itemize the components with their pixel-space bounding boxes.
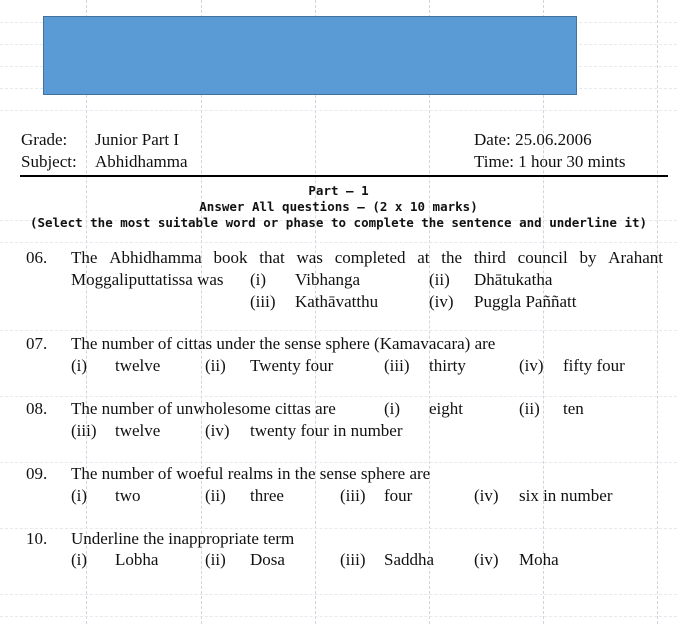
question-number: 08. [26,399,48,418]
option-number: (iii) [384,356,410,375]
option-text[interactable]: Vibhanga [295,270,361,289]
option-text[interactable]: four [384,486,413,505]
option-number: (ii) [429,270,450,289]
part-instruction: Answer All questions – (2 x 10 marks) [199,199,478,214]
option-number: (iii) [71,421,97,440]
question-word: by [579,248,597,267]
question-text: The number of unwholesome cittas are [71,399,336,418]
question-word: The [71,248,98,267]
part-title: Part – 1 [308,183,369,198]
question-word: book [213,248,248,267]
option-text[interactable]: Saddha [384,550,435,569]
part-note: (Select the most suitable word or phase to complete the sentence and underline it) [29,215,648,230]
option-number: (iv) [205,421,230,440]
option-text[interactable]: Lobha [115,550,159,569]
gridline [0,396,677,397]
option-text[interactable]: eight [429,399,463,418]
question-number: 06. [26,248,48,267]
option-text[interactable]: Dhātukatha [474,270,553,289]
question-word: was [296,248,323,267]
option-number: (ii) [205,356,226,375]
question-word: at [417,248,430,267]
header-banner [43,16,577,95]
option-text[interactable]: twelve [115,421,161,440]
gridline [0,242,677,243]
question-text [71,248,663,268]
option-number: (i) [71,550,88,569]
question-word: third [473,248,506,267]
question-word: that [259,248,285,267]
question-word: Arahant [608,248,663,267]
subject-label: Subject: [21,152,77,171]
gridline [0,110,677,111]
subject-value: Abhidhamma [95,152,188,171]
question-word: completed [334,248,406,267]
option-text[interactable]: twelve [115,356,161,375]
grade-value: Junior Part I [95,130,180,149]
option-text[interactable]: six in number [519,486,613,505]
question-number: 10. [26,529,48,548]
option-text[interactable]: Kathāvatthu [295,292,379,311]
exam-time: Time: 1 hour 30 mints [474,152,626,171]
question-text: The number of woeful realms in the sense sphere are [71,464,431,483]
header-divider [20,175,668,177]
option-text[interactable]: fifty four [563,356,625,375]
question-number: 07. [26,334,48,353]
option-number: (iv) [429,292,454,311]
option-text[interactable]: Twenty four [250,356,334,375]
option-number: (i) [71,356,88,375]
option-text[interactable]: thirty [429,356,466,375]
gridline [0,462,677,463]
option-number: (i) [71,486,88,505]
option-number: (ii) [205,486,226,505]
option-text[interactable]: Dosa [250,550,285,569]
option-number: (ii) [205,550,226,569]
option-text[interactable]: Puggla Paññatt [474,292,577,311]
option-number: (i) [384,399,401,418]
option-text[interactable]: ten [563,399,584,418]
option-number: (ii) [519,399,540,418]
option-text[interactable]: two [115,486,141,505]
option-number: (i) [250,270,267,289]
gridline [0,330,677,331]
question-word: Abhidhamma [109,248,202,267]
question-word: council [517,248,568,267]
option-number: (iii) [340,550,366,569]
option-text[interactable]: Moha [519,550,559,569]
question-number: 09. [26,464,48,483]
option-number: (iii) [250,292,276,311]
option-number: (iv) [474,486,499,505]
option-number: (iii) [340,486,366,505]
exam-date: Date: 25.06.2006 [474,130,592,149]
question-word: the [441,248,463,267]
question-text-line2: Moggaliputtatissa was [71,270,224,289]
gridline [0,616,677,617]
option-number: (iv) [519,356,544,375]
question-text: The number of cittas under the sense sphere (Kamavacara) are [71,334,496,353]
grade-label: Grade: [21,130,68,149]
option-number: (iv) [474,550,499,569]
question-text: Underline the inappropriate term [71,529,295,548]
option-text[interactable]: twenty four in number [250,421,403,440]
option-text[interactable]: three [250,486,284,505]
gridline [0,594,677,595]
gridline [657,0,658,624]
